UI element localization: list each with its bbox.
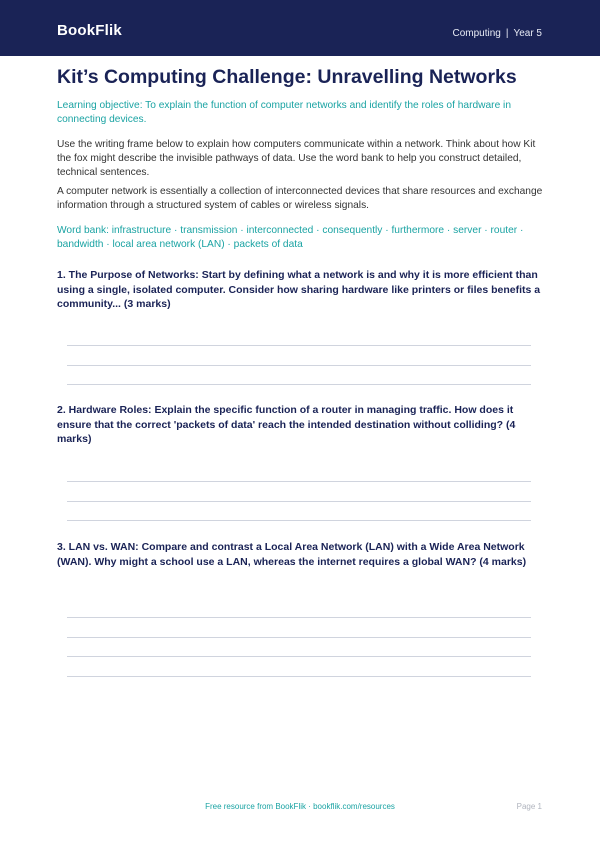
brand-logo: BookFlik (57, 22, 122, 39)
answer-line[interactable] (67, 637, 531, 638)
page-title: Kit’s Computing Challenge: Unravelling Networks (57, 66, 517, 88)
answer-line[interactable] (67, 481, 531, 482)
answer-line[interactable] (67, 501, 531, 502)
header-separator: | (505, 28, 509, 39)
word-bank: Word bank: infrastructure · transmission · interconnected · consequently · furthermore · server · router · bandwidth · local area network (LAN) · packets of data (57, 225, 524, 250)
header-meta (452, 28, 542, 39)
answer-line[interactable] (67, 676, 531, 677)
page-header (0, 0, 600, 56)
answer-line[interactable] (67, 345, 531, 346)
answer-line[interactable] (67, 520, 531, 521)
learning-objective: Learning objective: To explain the function of computer networks and identify the roles of hardware in connecting devices. (57, 100, 511, 125)
question-1: 1. The Purpose of Networks: Start by defining what a network is and why it is more efficient than using a single, isolated computer. Consider how sharing hardware like printers or files benefits a community... (3 marks) (57, 269, 541, 310)
question-3: 3. LAN vs. WAN: Compare and contrast a Local Area Network (LAN) with a Wide Area Network (WAN). Why might a school use a LAN, whereas the internet requires a global WAN? (4 marks) (57, 541, 527, 568)
year-label: Year 5 (513, 28, 542, 39)
answer-line[interactable] (67, 365, 531, 366)
answer-line[interactable] (67, 656, 531, 657)
intro-paragraph-2: A computer network is essentially a collection of interconnected devices that share resources and exchange information through a structured system of cables or wireless signals. (57, 186, 543, 211)
answer-line[interactable] (67, 617, 531, 618)
question-2: 2. Hardware Roles: Explain the specific function of a router in managing traffic. How does it ensure that the correct 'packets of data' reach the intended destination without colliding? (4 marks) (57, 404, 516, 445)
page-number: Page 1 (516, 802, 542, 811)
subject-label: Computing (452, 28, 501, 39)
intro-paragraph-1: Use the writing frame below to explain how computers communicate within a network. Think about how Kit the fox might describe the invisible pathways of data. Use the word bank to help you construct detailed, technical sentences. (57, 139, 536, 178)
footer-credit: Free resource from BookFlik · bookflik.com/resources (205, 802, 395, 811)
answer-line[interactable] (67, 384, 531, 385)
